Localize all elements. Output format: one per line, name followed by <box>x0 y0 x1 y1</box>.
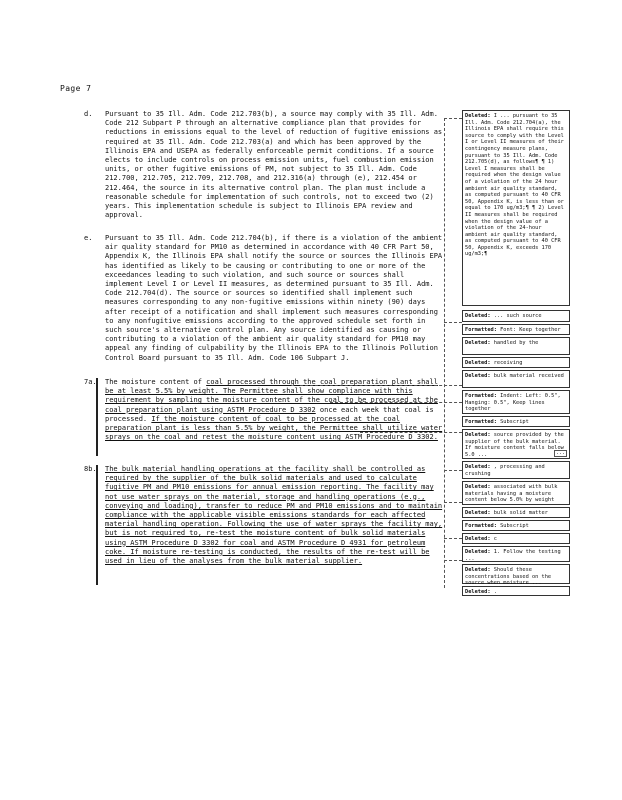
comment-text: 1. Follow the testing ... <box>465 549 561 562</box>
paragraph-7-inserted-text-2: If the moisture content of coal to be processed at the coal preparation plant is less than 5.5% by weight, the Permittee shall utilize water sprays on the coal and retest the moisture content using ASTM Procedure D 3302. <box>105 414 443 442</box>
comment-balloon[interactable] <box>462 586 570 596</box>
comment-text: handled by the <box>493 340 539 346</box>
comment-text: , processing and crushing <box>465 464 545 477</box>
revision-bar <box>96 465 98 585</box>
comment-balloon[interactable] <box>462 370 570 388</box>
comment-balloon[interactable] <box>462 337 570 355</box>
paragraph-number-e: e. <box>84 234 93 242</box>
comment-balloon[interactable] <box>462 564 570 587</box>
comments-pane <box>462 110 572 596</box>
comment-connector <box>444 118 445 588</box>
comment-balloon[interactable] <box>462 429 570 459</box>
comment-connector <box>330 402 462 403</box>
paragraph-number-8: 8b. <box>84 465 97 473</box>
comment-label: Deleted: <box>465 510 494 516</box>
comment-text: source provided by the supplier of the bulk material. If moisture content falls below 5.0 ... <box>465 432 564 458</box>
comment-balloon[interactable] <box>462 481 570 505</box>
comment-balloon[interactable] <box>462 461 570 479</box>
comment-connector <box>360 432 462 433</box>
comment-label: Deleted: <box>465 549 494 555</box>
comment-label: Formatted: <box>465 523 501 529</box>
comment-text: associated with bulk materials having a moisture content below 5.0% by weight <box>465 484 558 504</box>
comment-connector <box>300 385 462 386</box>
paragraph-e: Pursuant to 35 Ill. Adm. Code 212.704(b), if there is a violation of the ambient air quality standard for PM10 as determined in accordance with 40 CFR Part 50, Appendix K, the Illinois EPA shall notify the source or sources the Illinois EPA has identified as likely to be causing or contributing to one or more of the exceedances leading to such violation, and such source or sources shall implement Level I or Level II measures, as determined pursuant to 35 Ill. Adm. Code 212.704(d). The source or sources so identified shall implement such measures corresponding to any non-fugitive emissions within ninety (90) days after receipt of a notification and shall implement such measures corresponding to any nonfugitive emissions according to the approved schedule set forth in such source's alternative control plan. Any source identified as causing or contributing to a violation of the ambient air quality standard for PM10 may appeal any finding of culpability by the Illinois EPA to the Illinois Pollution Control Board pursuant to 35 Ill. Adm. Code 106 Subpart J. <box>105 234 443 362</box>
more-marker[interactable]: ... <box>555 450 565 456</box>
comment-balloon[interactable] <box>462 357 570 368</box>
comment-balloon[interactable] <box>462 533 570 544</box>
comment-text: Font: Keep together <box>500 327 561 333</box>
comment-balloon[interactable] <box>462 546 570 562</box>
paragraph-7-text-2: once each week that coal is processed. <box>105 405 434 423</box>
comment-text: bulk material received <box>493 373 564 379</box>
revision-bar <box>96 378 98 456</box>
comment-label: Deleted: <box>465 360 494 366</box>
comment-text: Subscript <box>500 419 529 425</box>
comment-label: Deleted: <box>465 567 494 573</box>
paragraph-number-d: d. <box>84 110 93 118</box>
comment-connector <box>444 502 462 503</box>
comment-text: I ... pursuant to 35 Ill. Adm. Code 212.704(a), the Illinois EPA shall require this source to comply with the Level I or Level II measures of their contingency measure plans, pursuant to 35 Ill. Adm. Code 212.705(d), as follows¶ ¶ 1) Level I measures shall be required when the design value of a violation of the 24 hour ambient air quality standard, as computed pursuant to 40 CFR 50, Appendix K, is less than or equal to 170 ug/m3;¶ ¶ 2) Level II measures shall be required when the design value of a violation of the 24-hour ambient air quality standard, as computed pursuant to 40 CFR 50, Appendix K, exceeds 170 ug/m3;¶ <box>465 113 564 258</box>
comment-connector <box>444 470 462 471</box>
comment-label: Deleted: <box>465 340 494 346</box>
comment-text: bulk solid matter <box>493 510 548 516</box>
comment-connector <box>444 560 462 561</box>
comment-label: Deleted: <box>465 313 494 319</box>
comment-label: Deleted: <box>465 536 494 542</box>
comment-text: . <box>493 589 497 595</box>
comment-label: Formatted: <box>465 327 501 333</box>
comment-text: Should these concentrations based on the source when moisture ... <box>465 567 552 587</box>
comment-label: Deleted: <box>465 432 494 438</box>
comment-connector <box>444 538 462 539</box>
comment-text: receiving <box>493 360 523 366</box>
page-number: Page 7 <box>60 84 92 93</box>
paragraph-8: The bulk material handling operations at the facility shall be controlled as required by the supplier of the bulk solid materials and used to calculate fugitive PM and PM10 emissions for annual emission reporting. The facility may not use water sprays on the material, storage and handling operations (e.g., conveying and loading), transfer to reduce PM and PM10 emissions and to maintain compliance with the applicable visible emissions standards for each affected material handling operation. Following the use of water sprays the facility may, but is not required to, re-test the moisture content of bulk solid materials using ASTM Procedure D 3302 for coal and ASTM Procedure D 4931 for petroleum coke. If moisture re-testing is conducted, the results of the re-test will be used in lieu of the analyses from the bulk material supplier. <box>105 465 443 566</box>
comment-balloon[interactable] <box>462 520 570 531</box>
comment-balloon[interactable] <box>462 324 570 335</box>
comment-connector <box>444 322 462 323</box>
comment-balloon[interactable] <box>462 110 570 306</box>
paragraph-d: Pursuant to 35 Ill. Adm. Code 212.703(b), a source may comply with 35 Ill. Adm. Code 212 Subpart P through an alternative compliance plan that provides for reductions in emissions equal to the level of reduction of fugitive emissions as required at 35 Ill. Adm. Code 212.703(a) and which has been approved by the Illinois EPA and USEPA as federally enforceable permit conditions. If a source elects to include controls on process emission units, fuel combustion emission units, or other fugitive emissions of PM, not subject to 35 Ill. Adm. Code 212.700, 212.705, 212.709, 212.708, and 212.316(a) through (e), 212.454 or 212.464, the source in its alternative control plan. The plan must include a reasonable schedule for implementation of such controls, not to exceed two (2) years. This implementation schedule is subject to Illinois EPA review and approval. <box>105 110 443 220</box>
paragraph-7-inserted-text: coal processed through the coal preparation plant shall be at least 5.5% by weight. The Permittee shall show compliance with this requirement by sampling the moisture content of the coal to be processed at the coal preparation plant using ASTM Procedure D 3302 <box>105 378 438 414</box>
comment-text: ... such source <box>493 313 542 319</box>
comment-label: Deleted: <box>465 464 494 470</box>
paragraph-number-7: 7a. <box>84 378 97 386</box>
comment-connector <box>444 118 462 119</box>
comment-text: Subscript <box>500 523 529 529</box>
comment-label: Deleted: <box>465 373 494 379</box>
comment-balloon[interactable] <box>462 390 570 414</box>
comment-label: Deleted: <box>465 484 494 490</box>
comment-label: Formatted: <box>465 419 501 425</box>
comment-balloon[interactable] <box>462 507 570 518</box>
comment-text: Indent: Left: 0.5", Hanging: 0.5", Keep lines together <box>465 393 561 413</box>
comment-label: Deleted: <box>465 113 494 119</box>
comment-label: Formatted: <box>465 393 501 399</box>
paragraph-7-text: The moisture content of <box>105 378 207 386</box>
comment-label: Deleted: <box>465 589 494 595</box>
comment-balloon[interactable] <box>462 416 570 427</box>
comment-balloon[interactable] <box>462 310 570 322</box>
comment-text: c <box>493 536 497 542</box>
